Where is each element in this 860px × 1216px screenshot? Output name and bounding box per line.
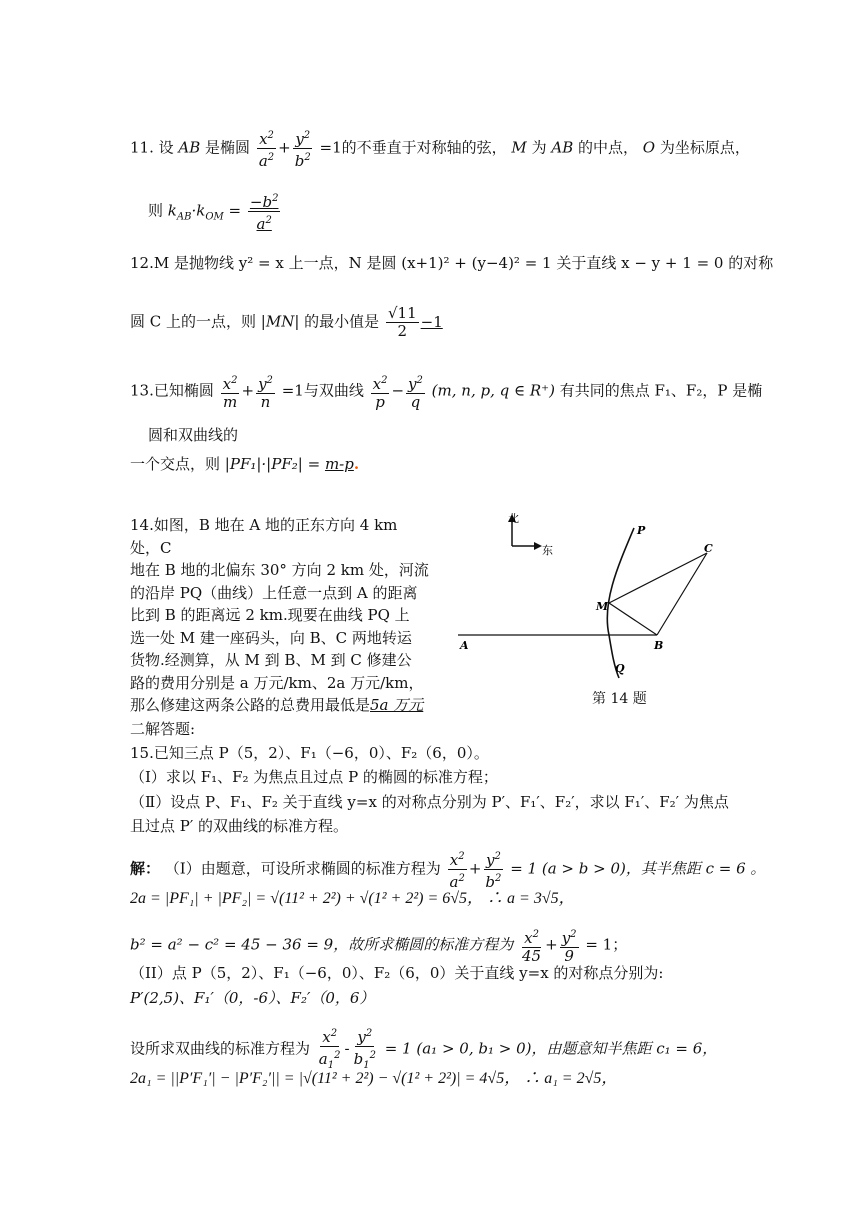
p11-sub: OM [205, 211, 224, 223]
ellipse-y-fraction: $\frac{y^2}{b^2}$ [293, 127, 313, 170]
p14-line: 的沿岸 PQ（曲线）上任意一点到 A 的距离 [130, 583, 418, 602]
sol-frac-x: $\frac{x^2}{a^2}$ [448, 848, 467, 891]
problem-13-line-2: 圆和双曲线的 [148, 426, 239, 444]
p14-line: 地在 B 地的北偏东 30° 方向 2 km 处，河流 [130, 561, 429, 579]
sol-frac-hx: $\frac{x^2}{a_1^2}$ [317, 1025, 343, 1074]
solution-line-2: 2a = |PF₁| + |PF₂| = √(11² + 2²) + √(1² + 2²) = 6√5， ∴ a = 3√5， [130, 890, 575, 907]
solution-line-3: b² = a² − c² = 45 − 36 = 9，故所求椭圆的标准方程为 $\frac{x^2}{45}$ + $\frac{y^2}{9}$ = 1； [130, 926, 627, 965]
p11-var: ·k [191, 201, 206, 220]
solution-line-1: 解： （I）由题意，可设所求椭圆的标准方程为 $\frac{x^2}{a^2}$ + $\frac{y^2}{b^2}$ = 1 (a > b > 0)，其半焦距 c = 6 。 [130, 848, 765, 891]
p11-text: 则 [148, 201, 164, 220]
p12-tail: −1 [420, 312, 443, 331]
p13-frac-xm: $\frac{x^2}{m}$ [221, 372, 240, 411]
p14-line: 路的费用分别是 a 万元/km、2a 万元/km， [130, 673, 424, 692]
q15-line-4: 且过点 P′ 的双曲线的标准方程。 [130, 817, 349, 835]
p11-var: AB [178, 138, 201, 157]
p11-text: 的中点， [578, 138, 639, 157]
problem-13-line-1: 13.已知椭圆 $\frac{x^2}{m}$ + $\frac{y^2}{n}$ =1与双曲线 $\frac{x^2}{p}$ − $\frac{y^2}{q}$ (m, n, p, q ∈ R⁺) 有共同的焦点 F₁、F₂，P 是椭 [130, 372, 762, 411]
p11-text: 为 [531, 138, 547, 157]
sol-frac-y: $\frac{y^2}{b^2}$ [483, 848, 503, 891]
label-p: P [637, 524, 646, 537]
p11-text: 是椭圆 [205, 138, 251, 157]
p13-dot: . [353, 455, 360, 473]
q15-line-3: （Ⅱ）设点 P、F₁、F₂ 关于直线 y=x 的对称点分别为 P′、F₁′、F₂′，求以 F₁′、F₂′ 为焦点 [130, 793, 729, 811]
solution-label: 解： [130, 859, 161, 878]
q15-line-2: （Ⅰ）求以 F₁、F₂ 为焦点且过点 P 的椭圆的标准方程； [130, 768, 498, 786]
problem-14-text [130, 514, 430, 717]
sol-frac-hy: $\frac{y^2}{b_1^2}$ [352, 1025, 378, 1074]
label-a: A [460, 639, 469, 652]
p14-line [130, 694, 430, 717]
north-label: 北 [508, 512, 519, 525]
problem-12-line-2 [130, 305, 443, 340]
solution-text: （I）由题意，可设所求椭圆的标准方程为 [164, 859, 441, 878]
problem-11-line-2 [148, 190, 282, 233]
p12-den: 2 [397, 322, 408, 340]
solution-text: = 1 (a > b > 0)，其半焦距 c = 6 。 [510, 859, 766, 878]
solution-text: 设所求双曲线的标准方程为 [130, 1039, 311, 1058]
p11-sub: AB [176, 211, 192, 223]
p14-answer: 5a 万元 [370, 696, 424, 714]
p11-text: 11. 设 [130, 138, 174, 157]
p11-var: AB [551, 138, 574, 157]
p13-text: =1与双曲线 [281, 381, 364, 400]
p13-text: 有共同的焦点 F₁、F₂，P 是椭 [559, 381, 763, 400]
p14-line: 选一处 M 建一座码头，向 B、C 两地转运 [130, 628, 412, 647]
p12-text: 圆 C 上的一点，则 [130, 312, 257, 331]
segment-mb [609, 603, 657, 635]
river-curve-pq [607, 528, 634, 678]
solution-text: = 1； [585, 935, 628, 954]
figure-caption: 第 14 题 [592, 691, 647, 707]
solution-line-7: 2a₁ = ||P′F₁′| − |P′F₂′|| = |√(11² + 2²) − √(1² + 2²)| = 4√5， ∴ a₁ = 2√5， [130, 1070, 618, 1087]
p13-text: 13.已知椭圆 [130, 381, 214, 400]
problem-11-line-1: 11. 设 AB 是椭圆 $\frac{x^2}{a^2}$ + $\frac{y^2}{b^2}$ =1的不垂直于对称轴的弦， M 为 AB 的中点， O 为坐标原点， [130, 127, 750, 170]
p13-text: (m, n, p, q ∈ R⁺) [431, 381, 555, 400]
p12-answer [384, 304, 443, 340]
east-arrow-head [534, 542, 542, 550]
sol-frac-45: $\frac{x^2}{45}$ [520, 926, 543, 965]
p11-text: =1的不垂直于对称轴的弦， [319, 138, 507, 157]
p11-var: k [167, 201, 177, 220]
label-b: B [654, 639, 664, 652]
p11-answer: $\frac{-b^2}{a^2}$ [248, 190, 281, 233]
p13-frac-yq: $\frac{y^2}{q}$ [406, 372, 425, 411]
p12-mn: |MN| [260, 312, 300, 331]
p12-sqrt: √11 [387, 304, 417, 322]
p13-frac-yn: $\frac{y^2}{n}$ [256, 372, 275, 411]
p13-answer: m-p [324, 455, 354, 473]
p14-line: 货物.经测算，从 M 到 B、M 到 C 修建公 [130, 651, 412, 669]
p11-text: = [228, 201, 242, 220]
p13-text: 一个交点，则 [130, 455, 221, 473]
p13-text: = [307, 455, 321, 473]
solution-text: = 1 (a₁ > 0, b₁ > 0)，由题意知半焦距 c₁ = 6， [384, 1039, 718, 1058]
label-q: Q [615, 662, 625, 675]
p13-expr: |PF₁|·|PF₂| [224, 455, 303, 473]
solution-text: b² = a² − c² = 45 − 36 = 9，故所求椭圆的标准方程为 [130, 935, 514, 954]
p14-text: 那么修建这两条公路的总费用最低是 [130, 696, 371, 714]
p11-var: M [511, 138, 527, 157]
problem-12-line-1: 12.M 是抛物线 y² = x 上一点，N 是圆 (x+1)² + (y−4)² = 1 关于直线 x − y + 1 = 0 的对称 [130, 254, 774, 272]
p11-text: 为坐标原点， [659, 138, 750, 157]
p13-frac-xp: $\frac{x^2}{p}$ [371, 372, 390, 411]
problem-13-line-3 [130, 453, 359, 475]
label-c: C [704, 542, 713, 555]
q15-line-1: 15.已知三点 P（5，2）、F₁（−6，0）、F₂（6，0）。 [130, 744, 489, 762]
label-m: M [596, 600, 609, 613]
east-label: 东 [542, 544, 553, 557]
problem-14-figure [452, 508, 742, 688]
p14-line: 14.如图，B 地在 A 地的正东方向 4 km 处，C [130, 516, 398, 557]
solution-line-6: 设所求双曲线的标准方程为 $\frac{x^2}{a_1^2}$ - $\frac{y^2}{b_1^2}$ = 1 (a₁ > 0, b₁ > 0)，由题意知半焦距 c₁ = 6， [130, 1025, 717, 1074]
p12-text: 的最小值是 [304, 312, 380, 331]
section-heading: 二解答题: [130, 720, 196, 738]
p11-var: O [642, 138, 656, 157]
p14-line: 比到 B 的距离远 2 km.现要在曲线 PQ 上 [130, 606, 410, 624]
ellipse-x-fraction: $\frac{x^2}{a^2}$ [257, 127, 276, 170]
sol-frac-9: $\frac{y^2}{9}$ [560, 926, 579, 965]
solution-line-4: （II）点 P（5，2）、F₁（−6，0）、F₂（6，0）关于直线 y=x 的对称点分别为: [130, 964, 664, 982]
solution-line-5: P′(2,5)、F₁′（0，-6）、F₂′（0，6） [130, 989, 375, 1007]
